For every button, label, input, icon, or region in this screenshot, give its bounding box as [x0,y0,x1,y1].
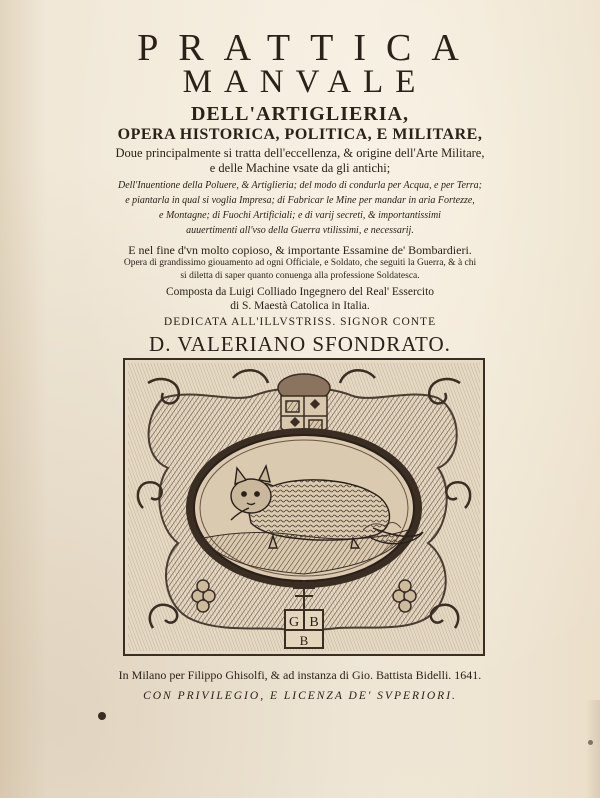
description-line-1: Doue principalmente si tratta dell'eccellenza, & origine dell'Arte Militare, [115,146,485,160]
contents-line-3: e Montagne; di Fuochi Artificiali; e di varij secreti, & importantissimi [159,210,441,221]
contents-line-2: e piantarla in qual si voglia Impresa; di Fabricar le Mine per mandar in aria Fortezze, [125,195,475,206]
contents-line-1: Dell'Inuentione della Poluere, & Artiglieria; del modo di condurla per Acqua, e per Terra; [117,180,483,191]
contents-line-4: auuertimenti all'vso della Guerra vtilissimi, e necessarij. [186,225,414,236]
subtitle-opera: OPERA HISTORICA, POLITICA, E MILITARE, [117,126,483,143]
monogram-left: G [288,615,300,630]
printers-device-engraving [123,358,485,656]
imprint-line: In Milano per Filippo Ghisolfi, & ad instanza di Gio. Battista Bidelli. 1641. [118,668,482,682]
privilege-line: CON PRIVILEGIO, E LICENZA DE' SVPERIORI. [143,690,457,702]
title-line-prattica: PRATTICA [137,27,479,69]
dedicatee-name: D. VALERIANO SFONDRATO. [149,332,451,356]
page-edge-shadow [586,700,600,798]
author-line-2: di S. Maestà Catolica in Italia. [230,300,370,312]
monogram-bottom: B [299,633,309,648]
author-line-1: Composta da Luigi Colliado Ingegnero del Real' Essercito [165,286,435,298]
description-line-2: e delle Machine vsate da gli antichi; [209,161,391,175]
appendix-line-1: E nel fine d'vn molto copioso, & importante Essamine de' Bombardieri. [128,243,472,257]
title-line-artiglieria: DELL'ARTIGLIERIA, [190,103,409,125]
appendix-line-2: Opera di grandissimo giouamento ad ogni Officiale, e Soldato, che seguiti la Guerra, & à chi [123,258,477,268]
monogram-right: B [309,615,319,630]
appendix-line-3: si diletta di saper quanto conuenga alla professione Soldatesca. [180,271,420,281]
ink-spot [98,712,106,720]
title-line-manuale: MANVALE [182,64,428,100]
dedication-line: DEDICATA ALL'ILLVSTRISS. SIGNOR CONTE [163,316,437,328]
